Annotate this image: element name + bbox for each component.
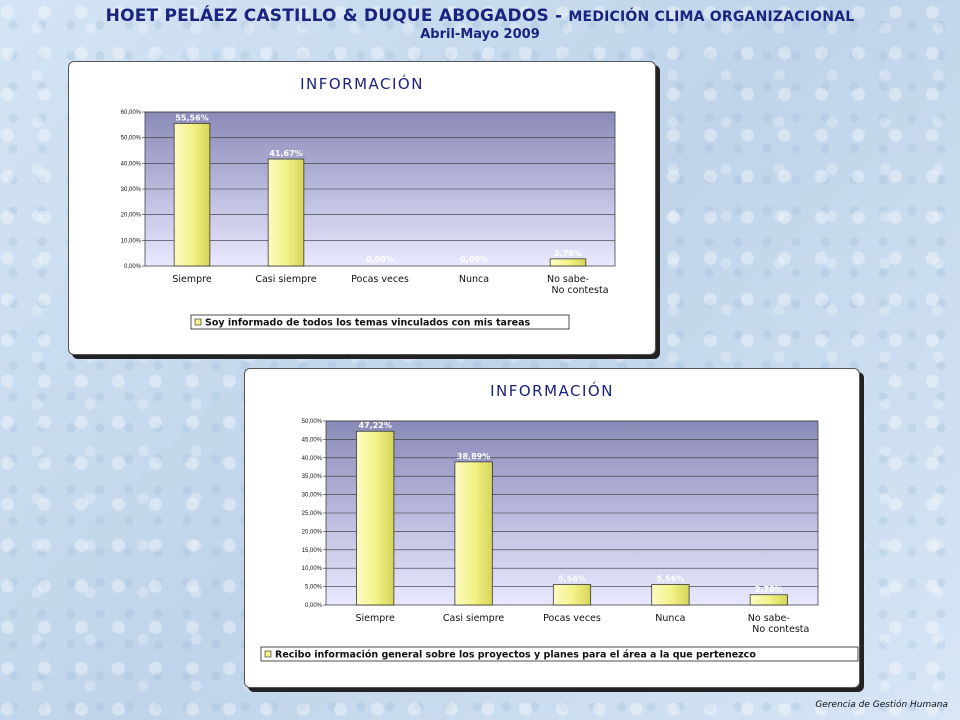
data-label: 0,00% [460, 255, 488, 264]
chart-panel-1 [68, 61, 656, 355]
y-tick-label: 50,00% [120, 135, 141, 142]
x-tick-label: Pocas veces [543, 613, 601, 624]
data-label: 0,00% [366, 255, 394, 264]
bar [652, 585, 689, 605]
header-title-line [0, 6, 960, 26]
legend-swatch [195, 319, 201, 325]
y-tick-label: 35,00% [301, 474, 322, 481]
data-label: 5,56% [558, 574, 586, 584]
x-tick-label: Pocas veces [351, 274, 409, 285]
x-tick-label: Casi siempre [442, 613, 505, 624]
footer-text: Gerencia de Gestión Humana [815, 700, 948, 710]
header-period: Abril-Mayo 2009 [420, 27, 540, 42]
x-tick-label: Siempre [172, 274, 212, 285]
data-label: 47,22% [358, 421, 392, 431]
y-tick-label: 30,00% [301, 492, 322, 499]
bar [268, 159, 304, 266]
bar [550, 259, 586, 266]
data-label: 38,89% [456, 451, 491, 461]
data-label: 5,56% [656, 574, 685, 584]
bar [174, 123, 210, 266]
x-tick-label: Nunca [655, 613, 686, 624]
y-tick-label: 10,00% [120, 238, 141, 245]
y-tick-label: 20,00% [301, 529, 322, 536]
chart-title: INFORMACIÓN [490, 382, 614, 400]
bar [553, 585, 590, 605]
chart-panel-2 [244, 368, 860, 688]
chart-1 [69, 62, 655, 354]
y-tick-label: 10,00% [301, 566, 322, 573]
chart-title: INFORMACIÓN [300, 75, 424, 93]
legend [191, 315, 569, 329]
data-label: 2,78% [754, 584, 783, 594]
x-tick-label: No sabe-No contesta [747, 613, 810, 635]
chart-2 [245, 369, 859, 687]
y-tick-label: 40,00% [120, 161, 141, 168]
y-tick-label: 5,00% [304, 584, 322, 591]
x-tick-label: Casi siempre [255, 274, 317, 285]
legend-text: Soy informado de todos los temas vinculados con mis tareas [205, 317, 531, 329]
bar [750, 595, 787, 605]
data-label: 55,56% [175, 113, 209, 123]
legend-text: Recibo información general sobre los proyectos y planes para el área a la que pertenezco [275, 649, 756, 661]
x-tick-label: Siempre [355, 613, 395, 624]
y-tick-label: 15,00% [301, 547, 322, 554]
x-tick-label: No sabe-No contesta [546, 274, 609, 296]
bar [455, 462, 492, 605]
y-tick-label: 40,00% [301, 455, 322, 462]
y-tick-label: 25,00% [301, 511, 322, 517]
bar [357, 431, 394, 605]
x-tick-label: Nunca [458, 274, 490, 285]
header-title: HOET PELÁEZ CASTILLO & DUQUE ABOGADOS - [105, 6, 569, 26]
data-label: 2,78% [554, 248, 582, 258]
y-tick-label: 20,00% [120, 212, 141, 219]
header-subtitle: MEDICIÓN CLIMA ORGANIZACIONAL [568, 9, 855, 25]
data-label: 41,67% [269, 149, 303, 159]
y-tick-label: 30,00% [120, 187, 141, 193]
y-tick-label: 0,00% [123, 264, 141, 270]
legend-swatch [265, 651, 271, 657]
y-tick-label: 50,00% [301, 419, 322, 425]
page-header [0, 6, 960, 42]
y-tick-label: 60,00% [120, 110, 141, 116]
y-tick-label: 45,00% [301, 437, 322, 444]
y-tick-label: 0,00% [304, 603, 322, 609]
legend [261, 647, 858, 661]
